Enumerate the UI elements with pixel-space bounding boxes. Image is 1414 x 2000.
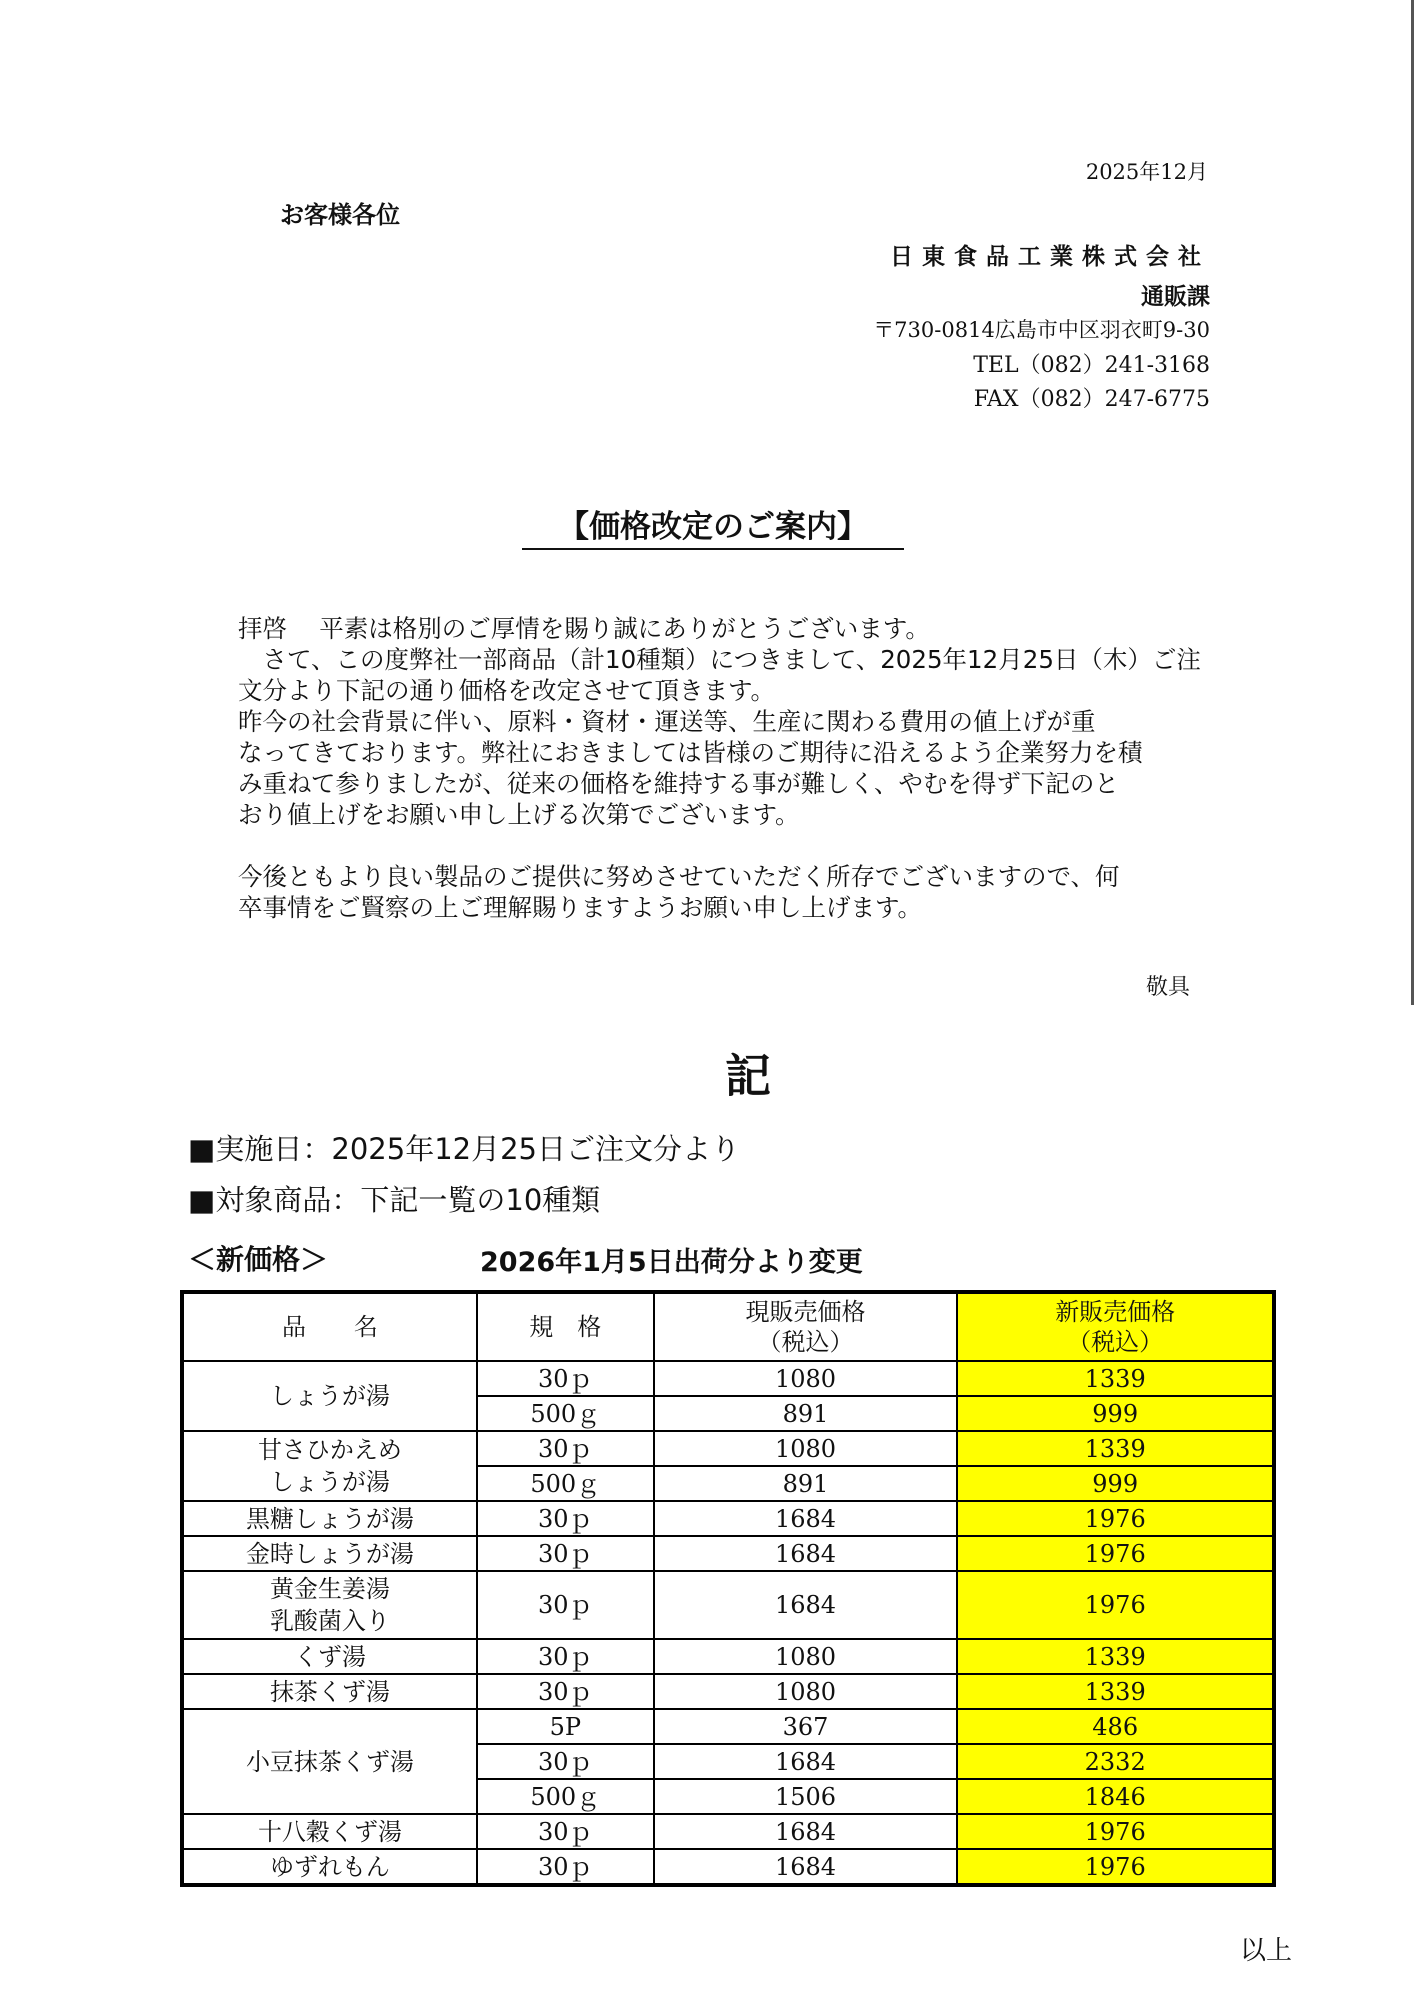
current-price: 1684 (654, 1501, 958, 1536)
current-price: 1684 (654, 1571, 958, 1639)
new-price: 999 (957, 1396, 1274, 1431)
closing-ijo: 以上 (1240, 1936, 1293, 1966)
new-price: 1339 (957, 1639, 1274, 1674)
product-spec: 30ｐ (477, 1501, 654, 1536)
new-price: 1339 (957, 1431, 1274, 1466)
current-price: 1080 (654, 1431, 958, 1466)
new-price: 1976 (957, 1571, 1274, 1639)
closing-keigu: 敬具 (1145, 975, 1190, 1000)
price-table (180, 1290, 1276, 1887)
body-line: 卒事情をご賢察の上ご理解賜りますようお願い申し上げます。 (238, 893, 923, 922)
current-price: 1684 (654, 1849, 958, 1885)
current-price: 891 (654, 1396, 958, 1431)
table-row (182, 1814, 1274, 1849)
table-row (182, 1571, 1274, 1639)
body-line: さて、この度弊社一部商品（計10種類）につきまして、2025年12月25日（木）ご注 (238, 645, 1201, 674)
current-price: 1684 (654, 1536, 958, 1571)
table-row (182, 1674, 1274, 1709)
product-spec: 30ｐ (477, 1536, 654, 1571)
product-spec: 500ｇ (477, 1779, 654, 1814)
body-line: 拝啓 平素は格別のご厚情を賜り誠にありがとうございます。 (238, 614, 930, 643)
new-price: 999 (957, 1466, 1274, 1501)
document-date: 2025年12月 (1085, 160, 1208, 184)
product-spec: 30ｐ (477, 1571, 654, 1639)
company-name: 日東食品工業株式会社 (890, 244, 1210, 270)
new-price: 1976 (957, 1814, 1274, 1849)
letter-body (238, 613, 1201, 923)
product-spec: 30ｐ (477, 1814, 654, 1849)
current-price: 1506 (654, 1779, 958, 1814)
new-price: 1976 (957, 1501, 1274, 1536)
product-name-line1: 甘さひかえめ (257, 1436, 402, 1464)
product-name: 小豆抹茶くず湯 (182, 1709, 477, 1814)
address: 〒730-0814広島市中区羽衣町9-30 (873, 318, 1210, 342)
new-price-label: ＜新価格＞ (188, 1243, 329, 1276)
product-name: 金時しょうが湯 (182, 1536, 477, 1571)
product-name: ゆずれもん (182, 1849, 477, 1885)
product-spec: 30ｐ (477, 1674, 654, 1709)
product-spec: 30ｐ (477, 1361, 654, 1396)
product-spec: 500ｇ (477, 1396, 654, 1431)
product-spec: 500ｇ (477, 1466, 654, 1501)
body-line: おり値上げをお願い申し上げる次第でございます。 (238, 800, 800, 829)
ki-heading: 記 (725, 1049, 771, 1103)
current-price: 1684 (654, 1814, 958, 1849)
department: 通販課 (1141, 284, 1210, 310)
header-current-price (654, 1292, 958, 1361)
product-spec: 30ｐ (477, 1744, 654, 1779)
header-new-price (957, 1292, 1274, 1361)
body-line: み重ねて参りましたが、従来の価格を維持する事が難しく、やむを得ず下記のと (238, 769, 1119, 798)
telephone: TEL（082）241-3168 (973, 353, 1210, 378)
current-price: 891 (654, 1466, 958, 1501)
product-name-line1: 黄金生姜湯 (269, 1575, 390, 1603)
product-name (182, 1431, 477, 1501)
fax: FAX（082）247-6775 (973, 387, 1210, 412)
table-row (182, 1639, 1274, 1674)
table-row (182, 1849, 1274, 1885)
body-line: 文分より下記の通り価格を改定させて頂きます。 (238, 676, 776, 705)
new-price: 1339 (957, 1361, 1274, 1396)
new-price: 1976 (957, 1536, 1274, 1571)
table-row (182, 1431, 1274, 1466)
current-price: 1684 (654, 1744, 958, 1779)
body-line: 昨今の社会背景に伴い、原料・資材・運送等、生産に関わる費用の値上げが重 (238, 707, 1096, 736)
product-name: 黒糖しょうが湯 (182, 1501, 477, 1536)
body-line (238, 830, 1198, 861)
new-price: 486 (957, 1709, 1274, 1744)
table-header-row (182, 1292, 1274, 1361)
header-current-line1: 現販売価格 (745, 1298, 866, 1326)
target-products: ■対象商品：下記一覧の10種類 (188, 1183, 601, 1217)
table-row (182, 1709, 1274, 1744)
header-spec: 規 格 (477, 1292, 654, 1361)
current-price: 1080 (654, 1639, 958, 1674)
product-name: 十八穀くず湯 (182, 1814, 477, 1849)
implementation-date: ■実施日：2025年12月25日ご注文分より (188, 1132, 741, 1166)
header-new-line1: 新販売価格 (1055, 1298, 1176, 1326)
product-name-line2: しょうが湯 (269, 1468, 390, 1496)
table-row (182, 1501, 1274, 1536)
new-price: 1846 (957, 1779, 1274, 1814)
product-spec: 30ｐ (477, 1849, 654, 1885)
header-new-line2: （税込） (1067, 1328, 1164, 1356)
body-line: なってきております。弊社におきましては皆様のご期待に沿えるよう企業努力を積 (238, 738, 1143, 767)
product-name: くず湯 (182, 1639, 477, 1674)
effective-date-label: 2026年1月5日出荷分より変更 (480, 1247, 863, 1278)
new-price: 1339 (957, 1674, 1274, 1709)
new-price: 1976 (957, 1849, 1274, 1885)
product-spec: 30ｐ (477, 1639, 654, 1674)
product-name: しょうが湯 (182, 1361, 477, 1431)
new-price: 2332 (957, 1744, 1274, 1779)
page-title: 【価格改定のご案内】 (522, 501, 904, 550)
current-price: 1080 (654, 1361, 958, 1396)
recipient: お客様各位 (280, 201, 400, 229)
table-row (182, 1361, 1274, 1396)
product-name-line2: 乳酸菌入り (269, 1607, 390, 1635)
product-name (182, 1571, 477, 1639)
header-current-line2: （税込） (757, 1328, 854, 1356)
header-name: 品 名 (182, 1292, 477, 1361)
product-spec: 30ｐ (477, 1431, 654, 1466)
product-name: 抹茶くず湯 (182, 1674, 477, 1709)
current-price: 1080 (654, 1674, 958, 1709)
table-row (182, 1536, 1274, 1571)
product-spec: 5P (477, 1709, 654, 1744)
body-line: 今後ともより良い製品のご提供に努めさせていただく所存でございますので、何 (238, 862, 1120, 891)
current-price: 367 (654, 1709, 958, 1744)
